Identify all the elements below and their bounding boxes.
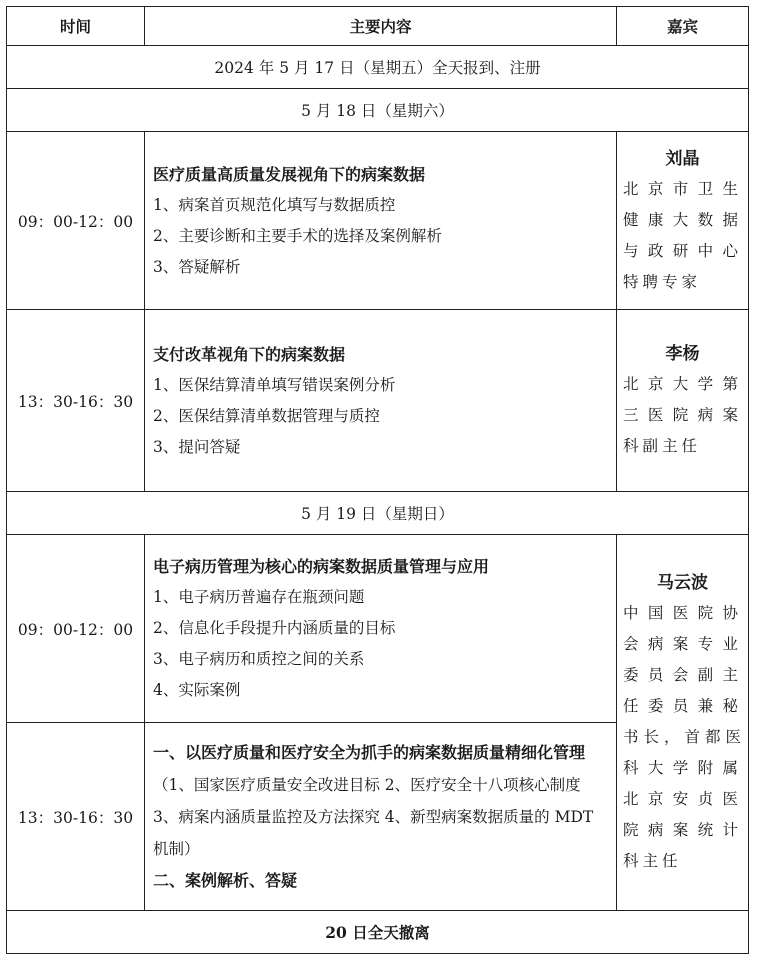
day2-row	[7, 492, 749, 535]
guest-desc-line: 会病案专业	[623, 635, 742, 653]
guest-cell	[617, 535, 749, 911]
guest-desc-line: 院病案统计	[623, 821, 742, 839]
day1-row	[7, 89, 749, 132]
guest-desc-line: 科副主任	[623, 437, 702, 455]
day2-date-banner: 5 月 19 日（星期日）	[7, 492, 749, 535]
day2-session1-row	[7, 535, 749, 723]
guest-desc-line: 健康大数据	[623, 210, 742, 229]
guest-desc-line: 北京市卫生	[623, 179, 742, 198]
guest-desc-line: 特聘专家	[623, 272, 702, 291]
session-item: 3、电子病历和质控之间的关系	[153, 650, 365, 668]
header-content: 主要内容	[145, 7, 617, 46]
registration-banner: 2024 年 5 月 17 日（星期五）全天报到、注册	[7, 46, 749, 89]
guest-desc-line: 与政研中心	[623, 241, 742, 260]
guest-desc-line: 委员会副主	[623, 666, 742, 684]
session-item: 4、实际案例	[153, 681, 241, 699]
session-detail: （1、国家医疗质量安全改进目标 2、医疗安全十八项核心制度 3、病案内涵质量监控及方法探究 4、新型病案数据质量的 MDT 机制）	[153, 775, 594, 858]
session-item: 2、主要诊断和主要手术的选择及案例解析	[153, 226, 442, 245]
session-title: 电子病历管理为核心的病案数据质量管理与应用	[153, 557, 490, 576]
guest-desc-line: 北京大学第	[623, 375, 742, 393]
session-title: 一、以医疗质量和医疗安全为抓手的病案数据质量精细化管理	[153, 742, 586, 762]
header-row	[7, 7, 749, 46]
guest-desc-line: 三医院病案	[623, 406, 742, 424]
session-item: 3、答疑解析	[153, 257, 241, 276]
session-item: 1、病案首页规范化填写与数据质控	[153, 195, 396, 214]
session-title: 二、案例解析、答疑	[153, 870, 298, 890]
header-time: 时间	[7, 7, 145, 46]
session-item: 2、信息化手段提升内涵质量的目标	[153, 619, 396, 637]
session-item: 2、医保结算清单数据管理与质控	[153, 406, 380, 425]
session-content	[145, 535, 617, 723]
guest-cell	[617, 310, 749, 492]
session-time: 09：00-12：00	[7, 132, 145, 310]
session-item: 3、提问答疑	[153, 437, 241, 456]
guest-desc-line: 书长，首都医	[623, 728, 742, 746]
session-item: 1、电子病历普遍存在瓶颈问题	[153, 588, 365, 606]
guest-desc-line: 科大学附属	[623, 759, 742, 777]
guest-desc-line: 中国医院协	[623, 604, 742, 622]
guest-name: 刘晶	[665, 148, 700, 169]
session-time: 09：00-12：00	[7, 535, 145, 723]
day0-row	[7, 46, 749, 89]
session-paragraph	[153, 737, 610, 865]
guest-desc-line: 任委员兼秘	[623, 697, 742, 715]
schedule-table	[6, 6, 749, 954]
session-time: 13：30-16：30	[7, 310, 145, 492]
session-content	[145, 310, 617, 492]
day1-date-banner: 5 月 18 日（星期六）	[7, 89, 749, 132]
guest-desc-line: 北京安贞医	[623, 790, 742, 808]
guest-name: 马云波	[657, 573, 708, 593]
day1-session2-row	[7, 310, 749, 492]
footer-row	[7, 911, 749, 954]
guest-name: 李杨	[665, 344, 700, 364]
session-title: 医疗质量高质量发展视角下的病案数据	[153, 164, 426, 184]
guest-cell	[617, 132, 749, 310]
session-title: 支付改革视角下的病案数据	[153, 344, 346, 364]
session-content	[145, 723, 617, 911]
guest-desc-line: 科主任	[623, 852, 682, 870]
departure-banner: 20 日全天撤离	[7, 911, 749, 954]
session-item: 1、医保结算清单填写错误案例分析	[153, 375, 396, 394]
session-content	[145, 132, 617, 310]
session-time: 13：30-16：30	[7, 723, 145, 911]
header-guest: 嘉宾	[617, 7, 749, 46]
day1-session1-row	[7, 132, 749, 310]
